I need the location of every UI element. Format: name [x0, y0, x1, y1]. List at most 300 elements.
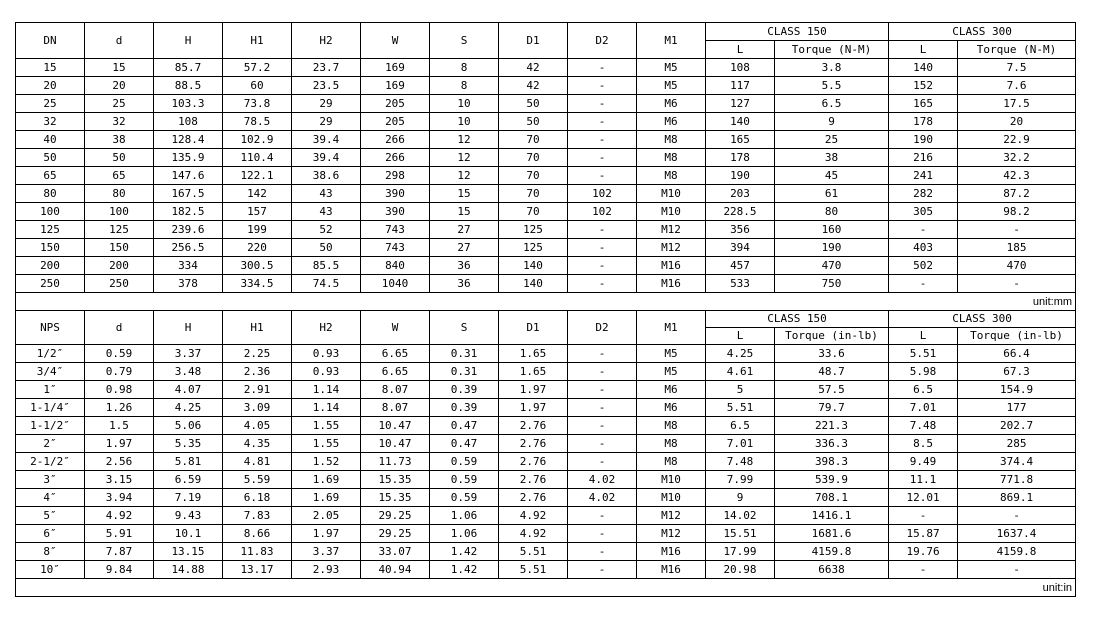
table-cell: 869.1	[958, 489, 1076, 507]
table-cell: 9.49	[889, 453, 958, 471]
table-cell: 470	[775, 257, 889, 275]
table-cell: -	[568, 561, 637, 579]
table-cell: 6.5	[775, 95, 889, 113]
table-cell: -	[568, 131, 637, 149]
table-cell: 32	[85, 113, 154, 131]
table-cell: -	[568, 149, 637, 167]
table-cell: 70	[499, 131, 568, 149]
table-cell: -	[568, 257, 637, 275]
table-cell: 6.65	[361, 345, 430, 363]
table-cell: 0.59	[430, 489, 499, 507]
header-w: W	[361, 23, 430, 59]
table-cell: 4.61	[706, 363, 775, 381]
table-cell: -	[568, 275, 637, 293]
table-cell: 1.14	[292, 381, 361, 399]
table-cell: M10	[637, 203, 706, 221]
table-row	[16, 561, 1076, 579]
table-cell: 9.84	[85, 561, 154, 579]
table-cell: 305	[889, 203, 958, 221]
table-cell: 0.79	[85, 363, 154, 381]
table-cell: 52	[292, 221, 361, 239]
table-cell: 8.07	[361, 381, 430, 399]
table-cell: 65	[16, 167, 85, 185]
table-cell: 7.01	[889, 399, 958, 417]
table-cell: 42	[499, 77, 568, 95]
table-cell: 29	[292, 113, 361, 131]
table-cell: -	[568, 113, 637, 131]
table-cell: 0.39	[430, 399, 499, 417]
table-cell: M8	[637, 417, 706, 435]
table-cell: 2.76	[499, 435, 568, 453]
table-cell: 182.5	[154, 203, 223, 221]
header-class-300-l: L	[889, 41, 958, 59]
table-cell: 334.5	[223, 275, 292, 293]
header-d1: D1	[499, 311, 568, 345]
header-class-300: CLASS 300	[889, 311, 1076, 328]
table-cell: 167.5	[154, 185, 223, 203]
table-row	[16, 185, 1076, 203]
table-row	[16, 399, 1076, 417]
table-cell: 2-1/2″	[16, 453, 85, 471]
table-cell: 7.99	[706, 471, 775, 489]
table-cell: 300.5	[223, 257, 292, 275]
table-cell: 42.3	[958, 167, 1076, 185]
table-cell: 2.36	[223, 363, 292, 381]
table-cell: 50	[85, 149, 154, 167]
table-cell: 14.88	[154, 561, 223, 579]
table-cell: 743	[361, 221, 430, 239]
table-cell: 15	[430, 203, 499, 221]
table-cell: 250	[85, 275, 154, 293]
table-cell: 38	[775, 149, 889, 167]
table-cell: 533	[706, 275, 775, 293]
header-class-300-torque: Torque (in-lb)	[958, 328, 1076, 345]
table-cell: 356	[706, 221, 775, 239]
table-cell: -	[568, 363, 637, 381]
table-cell: 502	[889, 257, 958, 275]
table-cell: 1681.6	[775, 525, 889, 543]
table-cell: 15	[16, 59, 85, 77]
table-cell: 7.6	[958, 77, 1076, 95]
table-cell: -	[568, 95, 637, 113]
table-cell: 9	[775, 113, 889, 131]
table-cell: 7.48	[889, 417, 958, 435]
table-cell: 142	[223, 185, 292, 203]
table-cell: 190	[775, 239, 889, 257]
table-cell: 17.99	[706, 543, 775, 561]
table-cell: 840	[361, 257, 430, 275]
table-cell: 394	[706, 239, 775, 257]
table-cell: M6	[637, 381, 706, 399]
unit-mm-label: unit:mm	[16, 293, 1076, 311]
table-cell: 152	[889, 77, 958, 95]
table-cell: 2.91	[223, 381, 292, 399]
table-cell: 3.48	[154, 363, 223, 381]
table-cell: 220	[223, 239, 292, 257]
table-cell: M8	[637, 167, 706, 185]
table-cell: 50	[499, 95, 568, 113]
table-row	[16, 363, 1076, 381]
table-cell: 4″	[16, 489, 85, 507]
table-cell: 9	[706, 489, 775, 507]
table-cell: 1/2″	[16, 345, 85, 363]
table-cell: 2.76	[499, 453, 568, 471]
table-cell: 19.76	[889, 543, 958, 561]
table-cell: M8	[637, 435, 706, 453]
table-cell: 125	[499, 239, 568, 257]
table-cell: 3.8	[775, 59, 889, 77]
table-cell: 147.6	[154, 167, 223, 185]
table-cell: 42	[499, 59, 568, 77]
table-cell: 1-1/2″	[16, 417, 85, 435]
table-cell: 8.07	[361, 399, 430, 417]
table-cell: 29.25	[361, 525, 430, 543]
table-cell: 100	[16, 203, 85, 221]
table-cell: 378	[154, 275, 223, 293]
table-cell: 1.69	[292, 471, 361, 489]
table-cell: 160	[775, 221, 889, 239]
table-cell: 70	[499, 203, 568, 221]
table-cell: -	[568, 221, 637, 239]
table-cell: 4159.8	[775, 543, 889, 561]
table-cell: 135.9	[154, 149, 223, 167]
table-cell: 165	[706, 131, 775, 149]
table-row	[16, 345, 1076, 363]
table-cell: 1.14	[292, 399, 361, 417]
table-cell: 3.94	[85, 489, 154, 507]
imperial-unit-row	[16, 579, 1076, 597]
table-cell: 0.93	[292, 345, 361, 363]
table-cell: 185	[958, 239, 1076, 257]
table-row	[16, 203, 1076, 221]
table-cell: 205	[361, 95, 430, 113]
table-cell: 200	[85, 257, 154, 275]
table-row	[16, 167, 1076, 185]
table-cell: 6″	[16, 525, 85, 543]
table-cell: M12	[637, 221, 706, 239]
table-cell: 32.2	[958, 149, 1076, 167]
table-cell: 6.18	[223, 489, 292, 507]
table-cell: 2″	[16, 435, 85, 453]
table-cell: M8	[637, 453, 706, 471]
table-cell: 4.25	[154, 399, 223, 417]
header-s: S	[430, 311, 499, 345]
table-cell: 38.6	[292, 167, 361, 185]
table-cell: 7.83	[223, 507, 292, 525]
table-cell: M12	[637, 239, 706, 257]
table-cell: 2.25	[223, 345, 292, 363]
table-cell: 1.65	[499, 363, 568, 381]
table-cell: 8″	[16, 543, 85, 561]
table-cell: 2.56	[85, 453, 154, 471]
table-cell: M5	[637, 363, 706, 381]
table-cell: 60	[223, 77, 292, 95]
table-cell: 403	[889, 239, 958, 257]
header-d2: D2	[568, 311, 637, 345]
table-cell: 57.2	[223, 59, 292, 77]
table-cell: -	[568, 381, 637, 399]
header-nps: NPS	[16, 311, 85, 345]
table-cell: 39.4	[292, 131, 361, 149]
table-cell: 5.35	[154, 435, 223, 453]
header-class-150-l: L	[706, 328, 775, 345]
header-h2: H2	[292, 23, 361, 59]
table-cell: 771.8	[958, 471, 1076, 489]
table-cell: 390	[361, 203, 430, 221]
table-cell: 190	[889, 131, 958, 149]
imperial-header	[16, 311, 1076, 345]
table-row	[16, 113, 1076, 131]
table-cell: 0.98	[85, 381, 154, 399]
table-cell: 13.17	[223, 561, 292, 579]
table-cell: 67.3	[958, 363, 1076, 381]
table-cell: 239.6	[154, 221, 223, 239]
table-cell: 203	[706, 185, 775, 203]
table-cell: 43	[292, 185, 361, 203]
table-cell: 221.3	[775, 417, 889, 435]
table-cell: 140	[889, 59, 958, 77]
table-cell: 256.5	[154, 239, 223, 257]
table-cell: 285	[958, 435, 1076, 453]
table-cell: 8.5	[889, 435, 958, 453]
table-cell: 88.5	[154, 77, 223, 95]
header-dn: DN	[16, 23, 85, 59]
metric-body	[16, 59, 1076, 293]
table-cell: 10.47	[361, 435, 430, 453]
header-class-300: CLASS 300	[889, 23, 1076, 41]
header-d2: D2	[568, 23, 637, 59]
table-cell: 8	[430, 77, 499, 95]
table-cell: 150	[85, 239, 154, 257]
table-cell: 23.7	[292, 59, 361, 77]
table-cell: 43	[292, 203, 361, 221]
table-cell: 50	[292, 239, 361, 257]
table-cell: 14.02	[706, 507, 775, 525]
table-cell: M12	[637, 525, 706, 543]
table-cell: 3.09	[223, 399, 292, 417]
table-cell: 5.59	[223, 471, 292, 489]
table-cell: 0.93	[292, 363, 361, 381]
table-row	[16, 453, 1076, 471]
table-cell: 27	[430, 221, 499, 239]
table-cell: M10	[637, 489, 706, 507]
table-cell: -	[568, 543, 637, 561]
table-cell: M16	[637, 275, 706, 293]
table-cell: -	[889, 507, 958, 525]
table-row	[16, 471, 1076, 489]
table-cell: M6	[637, 399, 706, 417]
header-class-150-l: L	[706, 41, 775, 59]
table-cell: 125	[499, 221, 568, 239]
table-cell: 0.47	[430, 417, 499, 435]
table-cell: 5″	[16, 507, 85, 525]
table-cell: -	[958, 275, 1076, 293]
table-cell: M5	[637, 77, 706, 95]
table-cell: 7.01	[706, 435, 775, 453]
table-cell: 3.37	[154, 345, 223, 363]
table-cell: 3/4″	[16, 363, 85, 381]
table-row	[16, 525, 1076, 543]
header-d1: D1	[499, 23, 568, 59]
table-cell: -	[568, 167, 637, 185]
table-cell: 4.25	[706, 345, 775, 363]
table-cell: 169	[361, 59, 430, 77]
header-class-300-torque: Torque (N-M)	[958, 41, 1076, 59]
table-cell: 1.55	[292, 435, 361, 453]
table-row	[16, 381, 1076, 399]
table-cell: 1416.1	[775, 507, 889, 525]
table-cell: 73.8	[223, 95, 292, 113]
dimension-table	[15, 22, 1076, 597]
table-cell: 5.81	[154, 453, 223, 471]
table-cell: 17.5	[958, 95, 1076, 113]
table-cell: 66.4	[958, 345, 1076, 363]
table-cell: 4.05	[223, 417, 292, 435]
header-w: W	[361, 311, 430, 345]
header-s: S	[430, 23, 499, 59]
imperial-unit-section	[16, 579, 1076, 597]
table-cell: 10.47	[361, 417, 430, 435]
table-cell: 457	[706, 257, 775, 275]
table-cell: 4.81	[223, 453, 292, 471]
table-cell: 127	[706, 95, 775, 113]
table-cell: 0.59	[430, 453, 499, 471]
table-cell: 4.07	[154, 381, 223, 399]
table-cell: 7.5	[958, 59, 1076, 77]
table-cell: 102	[568, 185, 637, 203]
table-cell: 33.6	[775, 345, 889, 363]
table-cell: 15.35	[361, 471, 430, 489]
table-cell: 11.83	[223, 543, 292, 561]
table-cell: 266	[361, 149, 430, 167]
table-cell: 79.7	[775, 399, 889, 417]
table-cell: 5.5	[775, 77, 889, 95]
table-cell: -	[568, 59, 637, 77]
table-cell: 50	[499, 113, 568, 131]
table-cell: 40.94	[361, 561, 430, 579]
table-cell: 10.1	[154, 525, 223, 543]
table-cell: 6.5	[706, 417, 775, 435]
header-h1: H1	[223, 23, 292, 59]
metric-unit-row	[16, 293, 1076, 311]
table-cell: 470	[958, 257, 1076, 275]
table-row	[16, 543, 1076, 561]
table-cell: 250	[16, 275, 85, 293]
table-cell: 3.37	[292, 543, 361, 561]
table-cell: 334	[154, 257, 223, 275]
table-cell: 1.5	[85, 417, 154, 435]
table-cell: 27	[430, 239, 499, 257]
table-cell: M16	[637, 561, 706, 579]
table-cell: -	[889, 561, 958, 579]
table-cell: 6638	[775, 561, 889, 579]
table-cell: 70	[499, 185, 568, 203]
table-cell: 5.51	[706, 399, 775, 417]
table-cell: 216	[889, 149, 958, 167]
table-cell: 45	[775, 167, 889, 185]
table-cell: 57.5	[775, 381, 889, 399]
table-cell: 0.31	[430, 345, 499, 363]
table-row	[16, 77, 1076, 95]
table-cell: 5	[706, 381, 775, 399]
table-cell: 165	[889, 95, 958, 113]
table-cell: 11.73	[361, 453, 430, 471]
table-cell: 80	[85, 185, 154, 203]
table-cell: 2.76	[499, 417, 568, 435]
table-cell: 50	[16, 149, 85, 167]
table-cell: 87.2	[958, 185, 1076, 203]
table-cell: 32	[16, 113, 85, 131]
metric-header	[16, 23, 1076, 59]
table-cell: 10″	[16, 561, 85, 579]
table-cell: 100	[85, 203, 154, 221]
table-cell: 85.5	[292, 257, 361, 275]
table-cell: 3.15	[85, 471, 154, 489]
table-cell: -	[568, 435, 637, 453]
table-cell: -	[568, 507, 637, 525]
table-cell: 1.69	[292, 489, 361, 507]
table-cell: 2.93	[292, 561, 361, 579]
table-cell: 29	[292, 95, 361, 113]
table-cell: 122.1	[223, 167, 292, 185]
table-cell: -	[568, 239, 637, 257]
table-cell: 1.26	[85, 399, 154, 417]
table-cell: 108	[706, 59, 775, 77]
table-cell: 4159.8	[958, 543, 1076, 561]
table-cell: 48.7	[775, 363, 889, 381]
dimension-sheet	[15, 22, 1076, 597]
table-cell: 1637.4	[958, 525, 1076, 543]
table-cell: 65	[85, 167, 154, 185]
table-cell: 103.3	[154, 95, 223, 113]
table-row	[16, 149, 1076, 167]
table-cell: 298	[361, 167, 430, 185]
table-cell: 12	[430, 131, 499, 149]
header-class-150-torque: Torque (in-lb)	[775, 328, 889, 345]
table-cell: M5	[637, 59, 706, 77]
table-cell: 200	[16, 257, 85, 275]
table-cell: 5.51	[889, 345, 958, 363]
table-cell: 5.06	[154, 417, 223, 435]
header-h: H	[154, 23, 223, 59]
table-cell: 202.7	[958, 417, 1076, 435]
table-cell: 125	[16, 221, 85, 239]
table-cell: 1″	[16, 381, 85, 399]
table-cell: 70	[499, 149, 568, 167]
table-cell: 6.5	[889, 381, 958, 399]
table-cell: 4.02	[568, 489, 637, 507]
table-cell: 7.87	[85, 543, 154, 561]
table-cell: 15	[430, 185, 499, 203]
table-cell: 4.92	[85, 507, 154, 525]
table-cell: 80	[16, 185, 85, 203]
table-row	[16, 239, 1076, 257]
table-row	[16, 489, 1076, 507]
table-cell: 25	[775, 131, 889, 149]
table-cell: 70	[499, 167, 568, 185]
table-cell: 1.06	[430, 525, 499, 543]
unit-in-label: unit:in	[16, 579, 1076, 597]
header-class-150-torque: Torque (N-M)	[775, 41, 889, 59]
table-cell: M16	[637, 257, 706, 275]
header-class-150: CLASS 150	[706, 311, 889, 328]
header-m1: M1	[637, 311, 706, 345]
table-cell: 140	[499, 275, 568, 293]
table-cell: 266	[361, 131, 430, 149]
table-cell: 13.15	[154, 543, 223, 561]
table-cell: 374.4	[958, 453, 1076, 471]
table-cell: 2.76	[499, 471, 568, 489]
